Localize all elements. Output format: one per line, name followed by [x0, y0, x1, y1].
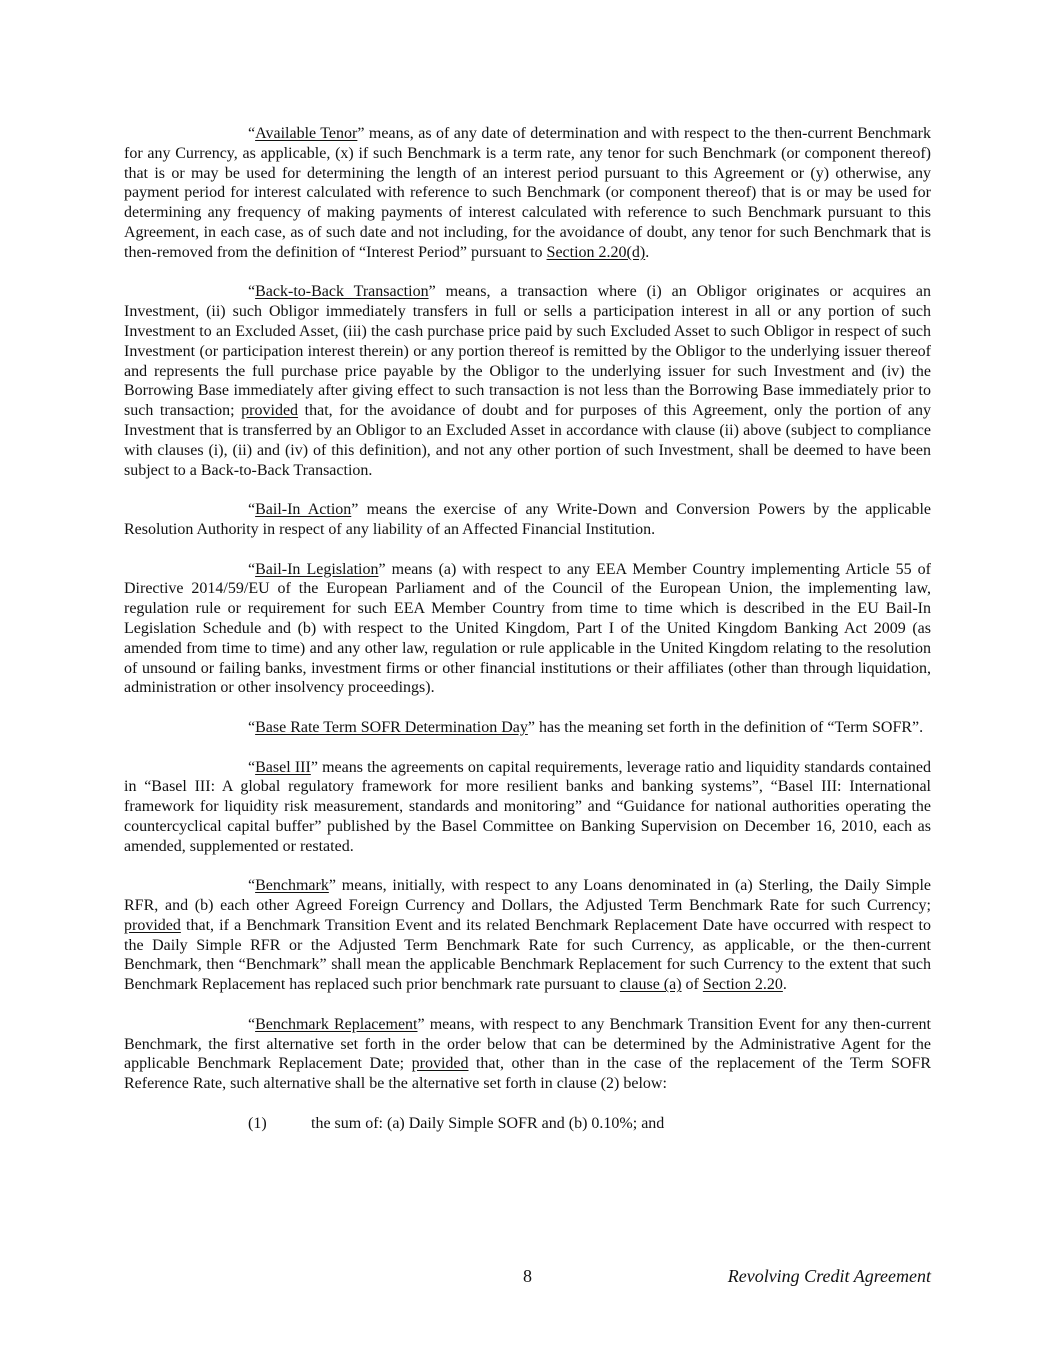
paragraph-text: . — [782, 976, 787, 994]
defined-term: Benchmark — [255, 877, 329, 895]
defined-term: Available Tenor — [255, 125, 358, 142]
paragraph-text: “ — [248, 125, 256, 142]
paragraph-text: ” has the meaning set forth in the definition of “Term SOFR”. — [527, 718, 924, 736]
definition-paragraph — [124, 500, 931, 540]
document-page — [124, 124, 931, 1134]
defined-term: Basel III — [255, 758, 311, 776]
cross-reference: Section 2.20(d) — [546, 243, 646, 261]
cross-reference: clause (a) — [619, 976, 682, 994]
definitions-body — [124, 124, 931, 1094]
paragraph-text: “ — [248, 877, 256, 895]
list-item-text: the sum of: (a) Daily Simple SOFR and (b) 0.10%; and — [311, 1114, 665, 1132]
paragraph-text: of — [681, 976, 703, 994]
list-item — [248, 1114, 931, 1134]
defined-term: Bail-In Legislation — [255, 560, 379, 578]
paragraph-text: ” means, with respect to any Benchmark Transition Event for any then-current Benchmark, the first alternative set forth in the order below that can be determined by the Administrative Agent for the applicable Benchmark Replacement Date; — [124, 1015, 931, 1073]
cross-reference: provided — [241, 402, 299, 420]
paragraph-text: that, for the avoidance of doubt and for purposes of this Agreement, only the portion of any Investment that is transferred by an Obligor to an Excluded Asset in accordance with clause (ii) above (subject to compliance with clauses (i), (ii) and (iv) of this definition), and not any other portion of such Investment, shall be deemed to have been subject to a Back-to-Back Transaction. — [124, 402, 931, 479]
paragraph-text: “ — [248, 1015, 256, 1033]
paragraph-text: “ — [248, 758, 256, 776]
page-number: 8 — [523, 1266, 532, 1286]
paragraph-text: ” means (a) with respect to any EEA Member Country implementing Article 55 of Directive 2014/59/EU of the European Parliament and of the Council of the European Union, the implementing law, regulation rule or requirement for such EEA Member Country from time to time which is described in the EU Bail-In Legislation Schedule and (b) with respect to the United Kingdom, Part I of the United Kingdom Banking Act 2009 (as amended from time to time) and any other law, regulation or rule applicable in the United Kingdom relating to the resolution of unsound or failing banks, investment firms or other financial institutions or their affiliates (other than through liquidation, administration or other insolvency proceedings). — [124, 560, 931, 697]
paragraph-text: “ — [248, 501, 256, 519]
paragraph-text: “ — [248, 718, 256, 736]
definition-paragraph — [124, 758, 931, 857]
paragraph-text: ” means the exercise of any Write-Down and Conversion Powers by the applicable Resolution Authority in respect of any liability of an Affected Financial Institution. — [124, 501, 932, 538]
paragraph-text: ” means the agreements on capital requirements, leverage ratio and liquidity standards contained in “Basel III: A global regulatory framework for more resilient banks and banking systems”, “Basel III: International framework for liquidity risk measurement, standards and monitoring” and “Guidance for national authorities operating the countercyclical capital buffer” published by the Basel Committee on Banking Supervision on December 16, 2010, each as amended, supplemented or restated. — [124, 758, 931, 855]
cross-reference: provided — [411, 1055, 469, 1073]
defined-term: Benchmark Replacement — [255, 1015, 418, 1033]
defined-term: Back-to-Back Transaction — [255, 283, 429, 301]
cross-reference: provided — [124, 916, 181, 934]
paragraph-text: ” means, as of any date of determination and with respect to the then-current Benchmark for any Currency, as applicable, (x) if such Benchmark is a term rate, any tenor for such Benchmark (or component thereof) that is or may be used for determining the length of an interest period pursuant to this Agreement or (y) otherwise, any payment period for interest calculated with reference to such Benchmark (or component thereof) that is or may be used for determining any frequency of making payments of interest calculated with reference to such Benchmark pursuant to this Agreement, in each case, as of such date and not including, for the avoidance of doubt, any tenor for such Benchmark that is then-removed from the definition of “Interest Period” pursuant to — [124, 125, 932, 261]
definition-paragraph — [124, 876, 931, 995]
paragraph-text: that, other than in the case of the replacement of the Term SOFR Reference Rate, such alternative shall be the alternative set forth in clause (2) below: — [124, 1055, 932, 1093]
paragraph-text: “ — [248, 560, 256, 578]
definition-paragraph — [124, 1015, 931, 1094]
definition-paragraph — [124, 124, 931, 263]
document-title: Revolving Credit Agreement — [727, 1266, 931, 1286]
paragraph-text: ” means, a transaction where (i) an Obligor originates or acquires an Investment, (ii) such Obligor immediately transfers in full or sells a participation interest in all or any portion of such Investment to an Excluded Asset, (iii) the cash purchase price paid by such Excluded Asset to such Obligor in respect of such Investment (or participation interest therein) or any portion thereof is remitted by the Obligor to the underlying issuer thereof and represents the full purchase price payable by the Obligor to the underlying issuer for such Investment and (iv) the Borrowing Base immediately after giving effect to such transaction is not less than the Borrowing Base immediately prior to such transaction; — [124, 283, 931, 420]
cross-reference: Section 2.20 — [702, 976, 783, 994]
defined-term: Base Rate Term SOFR Determination Day — [255, 718, 528, 736]
definition-paragraph — [124, 282, 931, 480]
definition-paragraph — [124, 560, 931, 699]
paragraph-text: ” means, initially, with respect to any Loans denominated in (a) Sterling, the Daily Simple RFR, and (b) each other Agreed Foreign Currency and Dollars, the Adjusted Term Benchmark Rate for such Currency; — [124, 877, 931, 915]
paragraph-text: that, if a Benchmark Transition Event and its related Benchmark Replacement Date have occurred with respect to the Daily Simple RFR or the Adjusted Term Benchmark Rate for such Currency, as applicable, or the then-current Benchmark, then “Benchmark” shall mean the applicable Benchmark Replacement for such Currency to the extent that such Benchmark Replacement has replaced such prior benchmark rate pursuant to — [124, 916, 931, 994]
paragraph-text: “ — [248, 283, 256, 301]
paragraph-text: . — [645, 243, 650, 261]
definition-paragraph — [124, 718, 931, 738]
list-item-number: (1) — [248, 1114, 267, 1132]
defined-term: Bail-In Action — [255, 501, 352, 519]
